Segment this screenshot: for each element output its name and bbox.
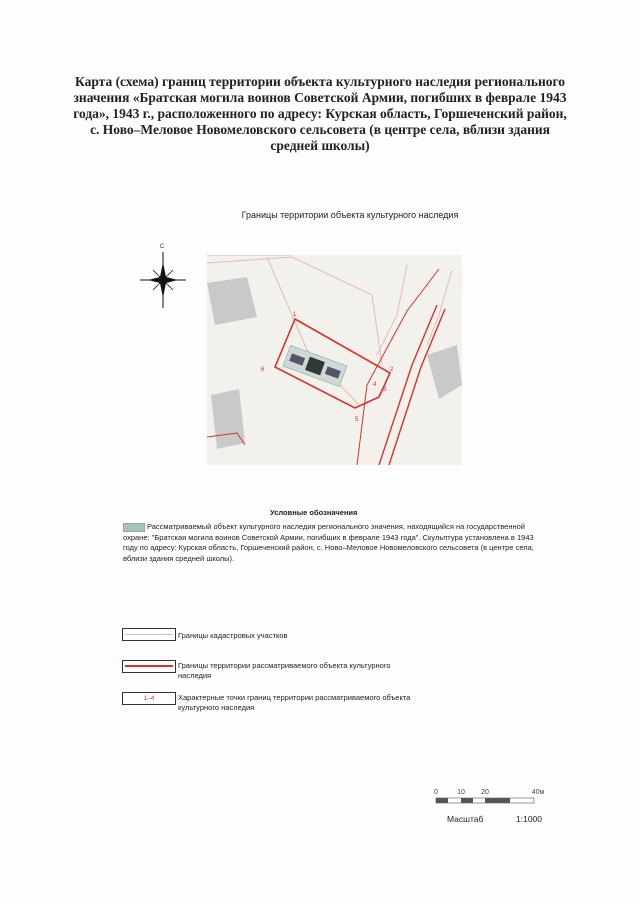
point-label: 6 bbox=[261, 367, 265, 373]
object-swatch bbox=[123, 523, 145, 532]
legend-title: Условные обозначения bbox=[270, 508, 358, 517]
map-subtitle: Границы территории объекта культурного наследия bbox=[241, 210, 459, 220]
page-title: Карта (схема) границ территории объекта культурного наследия регионального значения «Братская могила воинов Советской Армии, погибших в феврале 1943 года», 1943 г., расположенного по адресу: Курская область, Горшеченский район, с. Ново–Меловое Новомеловского сельсовета (в центре села, вблизи здания средней школы) bbox=[73, 74, 567, 153]
legend-cadastral-text: Границы кадастровых участков bbox=[178, 631, 288, 640]
scale-tick: 10 bbox=[457, 789, 465, 796]
scale-tick: 40м bbox=[531, 789, 545, 796]
legend-object bbox=[123, 522, 543, 564]
territory-swatch bbox=[122, 660, 176, 673]
point-label: 3 bbox=[383, 387, 387, 393]
legend-points-text: Характерные точки границ территории рассматриваемого объекта культурного наследия bbox=[178, 693, 411, 712]
compass-rose-icon bbox=[138, 240, 188, 310]
points-sample: 1–4 bbox=[143, 695, 155, 702]
compass-north-label: С bbox=[159, 244, 165, 250]
point-label: 4 bbox=[373, 382, 377, 388]
site-map bbox=[207, 255, 462, 465]
point-label: 5 bbox=[355, 417, 359, 423]
point-label: 2 bbox=[390, 367, 394, 373]
points-swatch bbox=[122, 692, 176, 705]
building bbox=[211, 389, 245, 449]
legend-territory-text: Границы территории рассматриваемого объекта культурного наследия bbox=[178, 661, 391, 680]
legend-object-text: Рассматриваемый объект культурного наследия регионального значения, находящийся на государственной охране: "Братская могила воинов Советской Армии, погибших в феврале 1943 года". Скульптура установлена в 1943 году по адресу: Курская область, Горшеченский район, с. Ново–Меловое Новомеловского сельсовета (в центре села, вблизи здания средней школы). bbox=[123, 522, 534, 563]
scale-caption: Масштаб bbox=[447, 814, 484, 824]
scale-tick: 0 bbox=[434, 789, 438, 796]
point-label: 1 bbox=[293, 312, 297, 318]
cadastral-swatch bbox=[122, 628, 176, 641]
scale-ratio: 1:1000 bbox=[516, 814, 542, 824]
scale-tick: 20 bbox=[481, 789, 489, 796]
